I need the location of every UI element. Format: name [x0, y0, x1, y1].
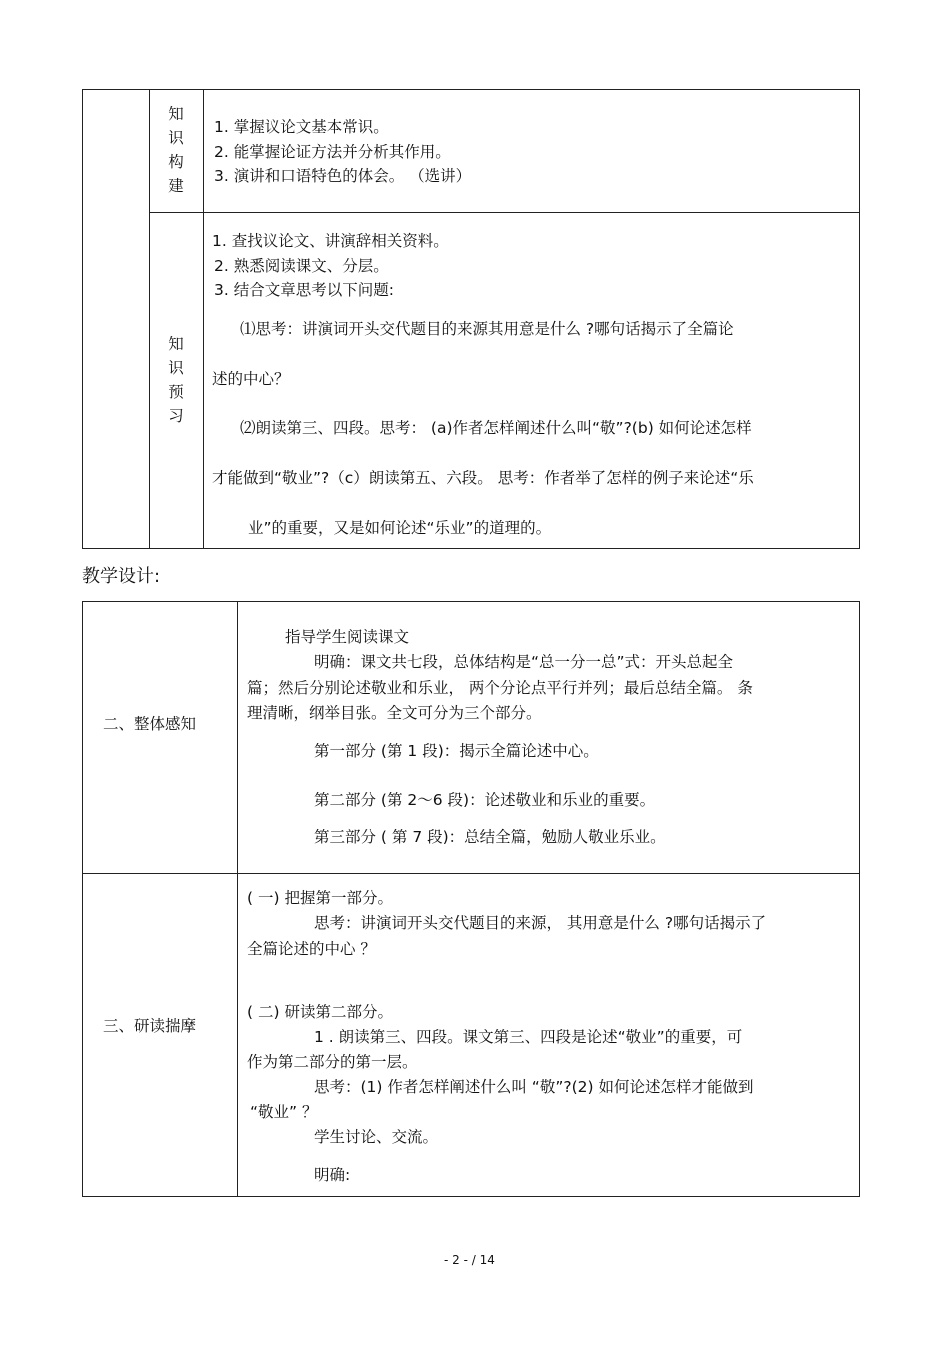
top-table-row-divider [149, 212, 860, 213]
construction-item: 1. 掌握议论文基本常识。 [214, 118, 389, 136]
label-char: 识 [168, 359, 184, 377]
section2-line: 篇；然后分别论述敬业和乐业， 两个分论点平行并列；最后总结全篇。 条 [247, 679, 753, 697]
label-char: 构 [168, 153, 184, 171]
label-char: 识 [168, 129, 184, 147]
section3-line: 作为第二部分的第一层。 [247, 1053, 418, 1071]
section3-line: 思考：(1) 作者怎样阐述什么叫 “敬”?(2) 如何论述怎样才能做到 [314, 1078, 754, 1096]
section-close-reading-label: 三、研读揣摩 [103, 1017, 197, 1035]
label-char: 预 [168, 383, 184, 401]
top-table-border-bottom [82, 548, 860, 549]
preview-line: 业”的重要，又是如何论述“乐业”的道理的。 [248, 519, 552, 537]
construction-item: 3. 演讲和口语特色的体会。 （选讲） [214, 167, 472, 185]
page-number: - 2 - / 14 [444, 1253, 495, 1267]
label-char: 习 [168, 407, 184, 425]
preview-line: 2. 熟悉阅读课文、分层。 [214, 257, 389, 275]
section3-line: 全篇论述的中心 ？ [247, 940, 376, 958]
section3-line: 1 . 朗读第三、四段。课文第三、四段是论述“敬业”的重要，可 [314, 1028, 743, 1046]
label-char: 知 [168, 335, 184, 353]
section3-line: ( 二) 研读第二部分。 [247, 1003, 393, 1021]
design-table-border-left [82, 601, 83, 1197]
knowledge-construction-label [166, 102, 186, 198]
construction-item: 2. 能掌握论证方法并分析其作用。 [214, 143, 451, 161]
preview-line: 才能做到“敬业”?（c）朗读第五、六段。 思考：作者举了怎样的例子来论述“乐 [212, 469, 754, 487]
design-table-col-divider [237, 601, 238, 1197]
knowledge-preview-label [166, 332, 186, 428]
top-table-col-divider-1 [149, 89, 150, 549]
section2-line: 明确：课文共七段，总体结构是“总一分一总”式：开头总起全 [314, 653, 734, 671]
design-table-border-bottom [82, 1196, 860, 1197]
section3-line: 思考：讲演词开头交代题目的来源， 其用意是什么 ?哪句话揭示了 [314, 914, 767, 932]
preview-line: 3. 结合文章思考以下问题: [214, 281, 394, 299]
section3-line: 明确: [314, 1166, 351, 1184]
label-char: 知 [168, 105, 184, 123]
section3-line: “敬业” ？ [250, 1103, 318, 1121]
teaching-design-heading: 教学设计: [82, 566, 161, 587]
design-table-border-top [82, 601, 860, 602]
preview-line: 述的中心？ [212, 370, 290, 388]
section2-line: 理清晰，纲举目张。全文可分为三个部分。 [247, 704, 542, 722]
section3-line: 学生讨论、交流。 [314, 1128, 439, 1146]
design-table-border-right [859, 601, 860, 1197]
top-table-border-right [859, 89, 860, 549]
preview-line: ⑵朗读第三、四段。思考： (a)作者怎样阐述什么叫“敬”?(b) 如何论述怎样 [240, 419, 752, 437]
top-table-border-left [82, 89, 83, 549]
design-table-row-divider [82, 873, 860, 874]
section3-line: ( 一) 把握第一部分。 [247, 889, 393, 907]
top-table-border-top [82, 89, 860, 90]
top-table-col-divider-2 [203, 89, 204, 549]
preview-line: ⑴思考：讲演词开头交代题目的来源其用意是什么 ?哪句话揭示了全篇论 [240, 320, 734, 338]
section2-line: 第二部分 (第 2～6 段)：论述敬业和乐业的重要。 [314, 791, 656, 809]
section-overall-perception-label: 二、整体感知 [103, 715, 197, 733]
section2-line: 第一部分 (第 1 段)：揭示全篇论述中心。 [314, 742, 599, 760]
section2-line: 第三部分 ( 第 7 段)：总结全篇，勉励人敬业乐业。 [314, 828, 666, 846]
label-char: 建 [168, 177, 184, 195]
section2-line: 指导学生阅读课文 [285, 628, 410, 646]
preview-line: 1. 查找议论文、讲演辞相关资料。 [212, 232, 449, 250]
